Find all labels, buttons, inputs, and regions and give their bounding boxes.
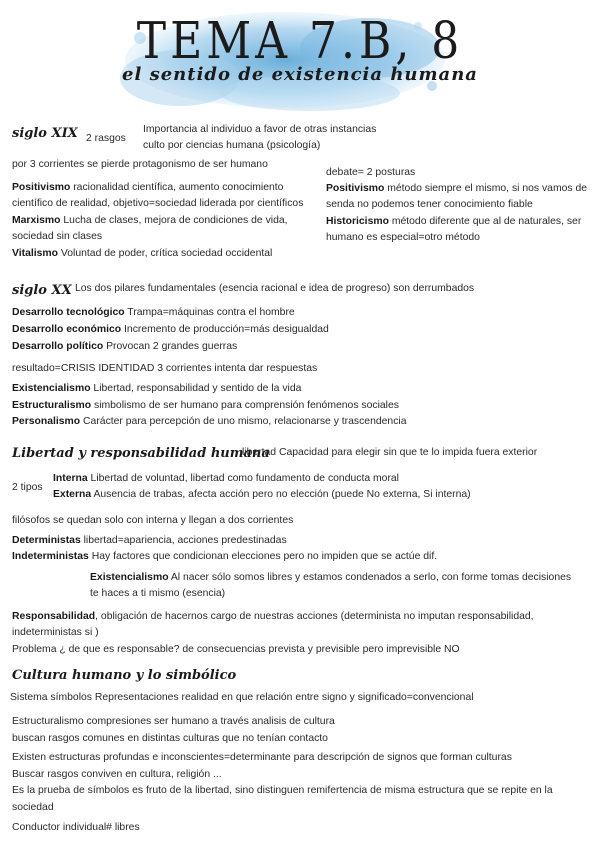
- libertad-definicion: libertad Capacidad para elegir sin que te lo impida fuera exterior: [242, 447, 538, 458]
- responsabilidad-line: Responsabilidad, obligación de hacernos cargo de nuestras acciones (determinista no imputan responsabilidad,: [12, 611, 534, 622]
- heading-cultura: Cultura humano y lo simbólico: [12, 668, 237, 683]
- term-marxismo: Marxismo: [12, 215, 61, 226]
- deterministas-line: Deterministas libertad=apariencia, acciones predestinadas: [12, 535, 287, 546]
- cultura-line-5: Es la prueba de símbolos es fruto de la libertad, sino distinguen remifertencia de misma estructura que se repite en la: [12, 785, 553, 796]
- s19-intro: por 3 corrientes se pierde protagonismo de ser humano: [12, 159, 268, 170]
- marxismo-line2: sociedad sin clases: [12, 231, 103, 242]
- marxismo-line: Marxismo Lucha de clases, mejora de condiciones de vida,: [12, 215, 288, 226]
- personalismo-line: Personalismo Carácter para percepción de uno mismo, relacionarse y trascendencia: [12, 416, 407, 427]
- desarrollo-tecnologico: Desarrollo tecnológico Trampa=máquinas contra el hombre: [12, 307, 295, 318]
- term-positivismo: Positivismo: [12, 182, 71, 193]
- term-positivismo-2: Positivismo: [326, 183, 385, 194]
- interna-line: Interna Libertad de voluntad, libertad como fundamento de conducta moral: [53, 473, 399, 484]
- sistema-simbolos-line: Sistema símbolos Representaciones realidad en que relación entre signo y significado=convencional: [10, 692, 474, 703]
- cultura-line-1: Estructuralismo compresiones ser humano a través analisis de cultura: [12, 716, 335, 727]
- page-title: TEMA 7.B, 8: [136, 12, 464, 71]
- cultura-line-7: Conductor individual# libres: [12, 822, 140, 833]
- cultura-line-4: Buscar rasgos conviven en cultura, religión ...: [12, 769, 222, 780]
- positivismo-line2: científico de realidad, objetivo=sociedad liderada por científicos: [12, 198, 304, 209]
- positivismo2-line2: senda no podemos tener conocimiento fiable: [326, 199, 533, 210]
- externa-line: Externa Ausencia de trabas, afecta acción pero no elección (puede No externa, Si interna): [53, 489, 471, 500]
- debate-label: debate= 2 posturas: [326, 167, 416, 178]
- historicismo-line: Historicismo método diferente que al de naturales, ser: [326, 216, 582, 227]
- cultura-line-2: buscan rasgos comunes en distintas culturas que no tenían contacto: [12, 733, 328, 744]
- problema-line: Problema ¿ de que es responsable? de consecuencias prevista y previsible pero imprevisible NO: [12, 644, 460, 655]
- positivismo2-line: Positivismo método siempre el mismo, si nos vamos de: [326, 183, 588, 194]
- rasgo-2: culto por ciencias humana (psicología): [143, 140, 321, 151]
- heading-libertad: Libertad y responsabilidad humana: [12, 446, 270, 461]
- estructuralismo-line: Estructuralismo simbolismo de ser humano para comprensión fenómenos sociales: [12, 400, 399, 411]
- desarrollo-economico: Desarrollo económico Incremento de producción=más desigualdad: [12, 324, 329, 335]
- tipos-label: 2 tipos: [12, 482, 43, 493]
- term-historicismo: Historicismo: [326, 216, 389, 227]
- filosofos-line: filósofos se quedan solo con interna y llegan a dos corrientes: [12, 515, 294, 526]
- term-vitalismo: Vitalismo: [12, 248, 59, 259]
- cultura-line-3: Existen estructuras profundas e inconscientes=determinante para descripción de signos que forman culturas: [12, 752, 512, 763]
- responsabilidad-line2: indeterministas si ): [12, 627, 99, 638]
- heading-siglo-xix: siglo XIX: [12, 126, 78, 141]
- s20-intro: Los dos pilares fundamentales (esencia racional e idea de progreso) son derrumbados: [75, 283, 475, 294]
- indeterministas-line: Indeterministas Hay factores que condicionan elecciones pero no impiden que se actúe dif.: [12, 551, 438, 562]
- cultura-line-6: sociedad: [12, 802, 54, 813]
- existencialismo-line: Existencialismo Libertad, responsabilidad y sentido de la vida: [12, 383, 302, 394]
- heading-siglo-xx: siglo XX: [12, 283, 72, 298]
- rasgos-label: 2 rasgos: [86, 133, 126, 144]
- positivismo-line: Positivismo racionalidad científica, aumento conocimiento: [12, 182, 284, 193]
- existencialismo-sub-line: Existencialismo Al nacer sólo somos libres y estamos condenados a serlo, con forme tomas decisiones: [90, 572, 572, 583]
- desarrollo-politico: Desarrollo político Provocan 2 grandes guerras: [12, 341, 238, 352]
- rasgo-1: Importancia al individuo a favor de otras instancias: [143, 124, 377, 135]
- vitalismo-line: Vitalismo Voluntad de poder, crítica sociedad occidental: [12, 248, 273, 259]
- existencialismo-sub-line2: te haces a ti mismo (esencia): [90, 588, 226, 599]
- historicismo-line2: humano es especial=otro método: [326, 232, 480, 243]
- resultado-line: resultado=CRISIS IDENTIDAD 3 corrientes intenta dar respuestas: [12, 363, 318, 374]
- page-subtitle: el sentido de existencia humana: [122, 64, 478, 85]
